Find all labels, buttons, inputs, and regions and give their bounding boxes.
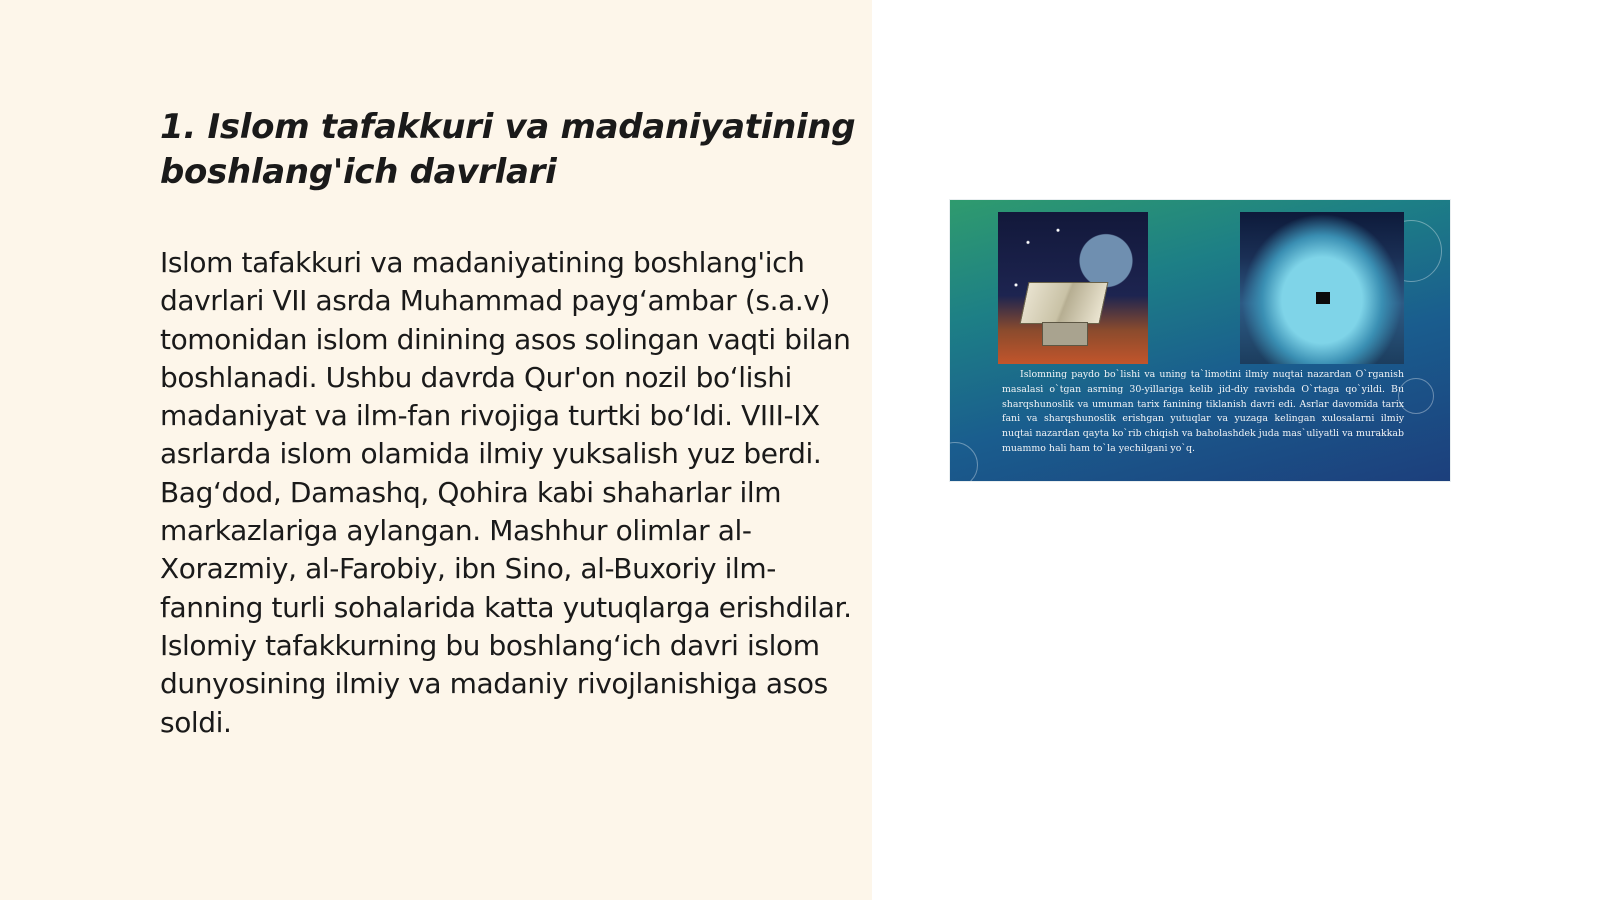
kaaba-shape [1316, 292, 1330, 304]
quran-book-shape [1020, 282, 1109, 324]
picture-caption: Islomning paydo bo`lishi va uning ta`limotini ilmiy nuqtai nazardan O`rganish masalasi o`tgan asrning 30-yillariga kelib jid-diy ravishda O`rtaga qo`yildi. Bu sharqshunoslik va umuman tarix fanining tiklanish davri edi. Asrlar davomida tarix fani va sharqshunoslik erishgan yutuqlar va yuzaga kelingan xulosalarni ilmiy nuqtai nazardan qayta ko`rib chiqish va baholashdek juda mas`uliyatli va murakkab muammo hali ham to`la yechilgani yo`q. [1002, 369, 1404, 454]
slide-title: 1. Islom tafakkuri va madaniyatining boshlang'ich davrlari [160, 107, 856, 192]
kaaba-mosque-image [1240, 212, 1404, 364]
slide-picture [950, 200, 1450, 481]
decorative-ring [950, 442, 978, 481]
slide-body-text: Islom tafakkuri va madaniyatining boshlang'ich davrlari VII asrda Muhammad payg‘ambar (s.a.v) tomonidan islom dinining asos solingan vaqti bilan boshlanadi. Ushbu davrda Qur'on nozil bo‘lishi madaniyat va ilm-fan rivojiga turtki bo‘ldi. VIII-IX asrlarda islom olamida ilmiy yuksalish yuz berdi. Bag‘dod, Damashq, Qohira kabi shaharlar ilm markazlariga aylangan. Mashhur olimlar al-Xorazmiy, al-Farobiy, ibn Sino, al-Buxoriy ilm-fanning turli sohalarida katta yutuqlarga erishdilar. Islomiy tafakkurning bu boshlang‘ich davri islom dunyosining ilmiy va madaniy rivojlanishiga asos soldi. [160, 246, 852, 739]
book-stand-shape [1042, 322, 1088, 346]
quran-earth-image [998, 212, 1148, 364]
